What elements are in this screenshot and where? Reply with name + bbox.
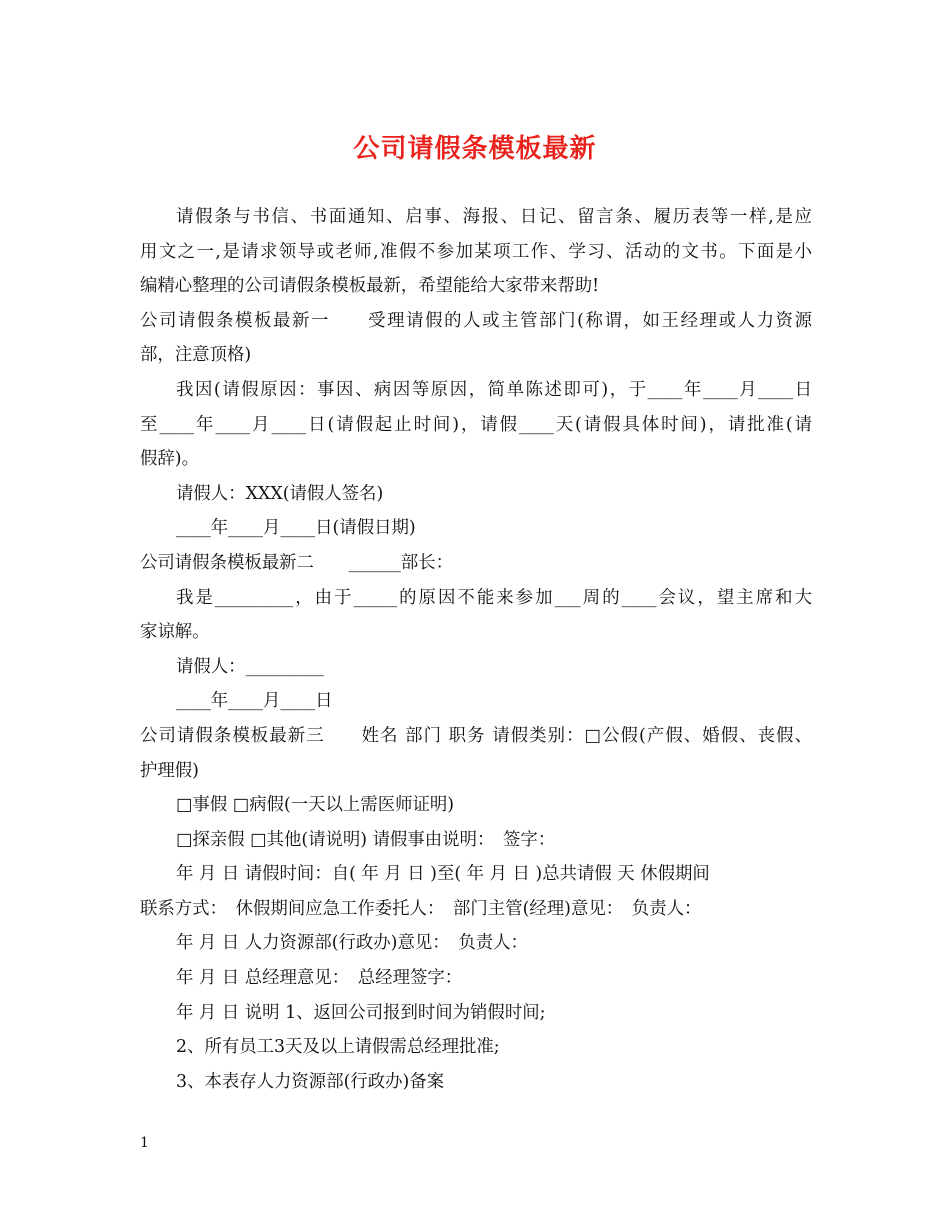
paragraph-line: 年 月 日 说明 1、返回公司报到时间为销假时间; [176,1002,546,1023]
paragraph-line: 年 月 日 请假时间：自( 年 月 日 )至( 年 月 日 )总共请假 天 休假期间 [176,864,710,885]
paragraph-line: 3、本表存人力资源部(行政办)备案 [176,1071,445,1092]
section-heading-line: 公司请假条模板最新二 ______部长： [140,552,454,573]
section-heading-line: 公司请假条模板最新三 姓名 部门 职务 请假类别：□公假(产假、婚假、丧假、 [140,725,812,746]
date-line: ____年____月____日 [176,691,333,712]
paragraph-line: 部，注意顶格) [140,345,252,366]
paragraph-line: 护理假) [140,760,199,781]
paragraph-line: 至____年____月____日(请假起止时间)，请假____天(请假具体时间)，请批准(请 [140,414,812,435]
checkbox-line: □事假 □病假(一天以上需医师证明) [176,795,455,816]
date-line: ____年____月____日(请假日期) [176,518,416,539]
page-number: 1 [140,1135,149,1151]
paragraph-line: 我是_________，由于_____的原因不能来参加___周的____会议，望主席和大 [176,587,812,608]
paragraph-line: 年 月 日 总经理意见： 总经理签字： [176,968,463,989]
paragraph-line: 请假条与书信、书面通知、启事、海报、日记、留言条、履历表等一样,是应 [176,207,812,227]
paragraph-line: 联系方式： 休假期间应急工作委托人： 部门主管(经理)意见： 负责人： [140,898,702,919]
paragraph-line: 家谅解。 [140,622,210,643]
paragraph-line: 2、所有员工3天及以上请假需总经理批准; [176,1037,500,1058]
paragraph-line: 假辞)。 [140,449,199,470]
paragraph-line: 编精心整理的公司请假条模板最新，希望能给大家带来帮助! [140,276,600,297]
document-body [140,200,812,1099]
document-title: 公司请假条模板最新 [353,134,597,164]
signature-line: 请假人：_________ [176,656,324,677]
paragraph-line: 我因(请假原因：事因、病因等原因，简单陈述即可)，于____年____月____日 [176,379,812,400]
paragraph-line: 用文之一,是请求领导或老师,准假不参加某项工作、学习、活动的文书。下面是小 [140,241,812,262]
checkbox-line: □探亲假 □其他(请说明) 请假事由说明： 签字： [176,829,556,850]
paragraph-line: 年 月 日 人力资源部(行政办)意见： 负责人： [176,933,528,954]
section-heading-line: 公司请假条模板最新一 受理请假的人或主管部门(称谓，如王经理或人力资源 [140,310,812,331]
signature-line: 请假人：XXX(请假人签名) [176,483,384,504]
